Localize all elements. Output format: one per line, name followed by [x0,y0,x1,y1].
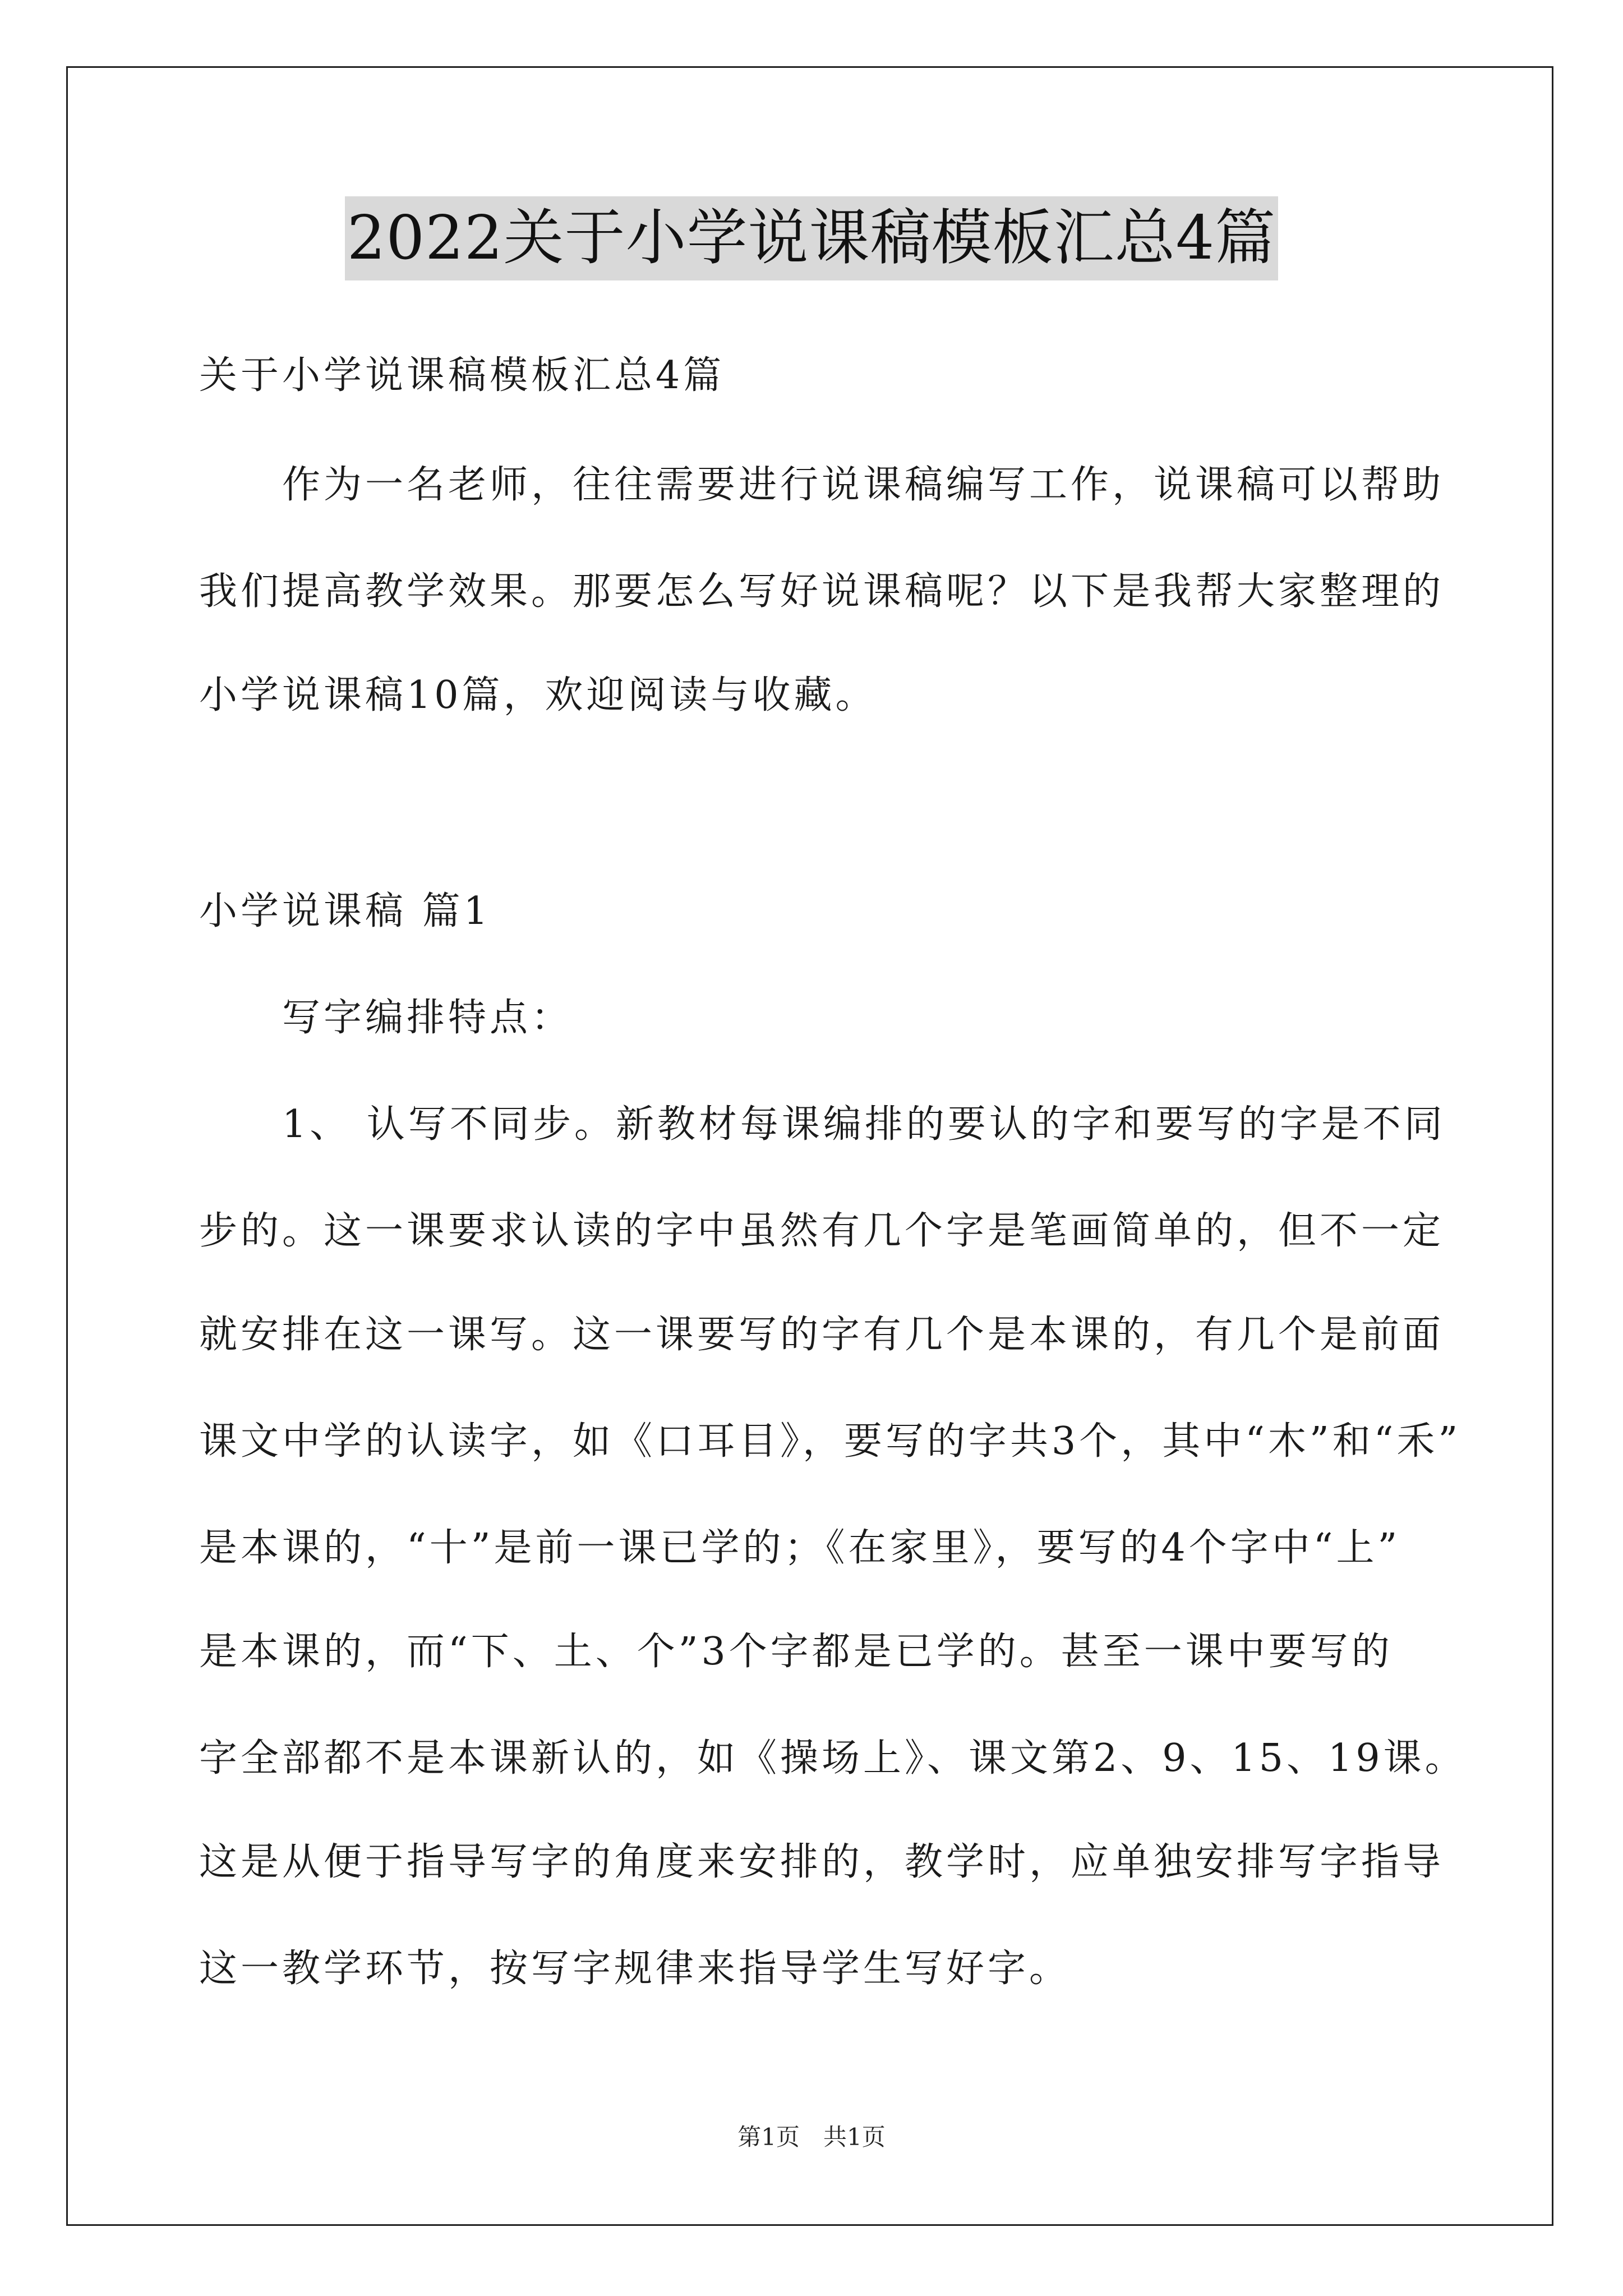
section-line: 就安排在这一课写。这一课要写的字有几个是本课的，有几个是前面 [199,1313,1445,1357]
section-line: 1、 认写不同步。新教材每课编排的要认的字和要写的字是不同 [282,1102,1446,1147]
document-title: 2022关于小学说课稿模板汇总4篇 [345,196,1279,280]
section-subheading: 写字编排特点： [282,996,573,1040]
title-container [0,196,1623,280]
section-line: 是本课的，“十”是前一课已学的；《在家里》，要写的4个字中“上” [199,1526,1401,1570]
subtitle: 关于小学说课稿模板汇总4篇 [199,353,725,398]
intro-line: 作为一名老师，往往需要进行说课稿编写工作，说课稿可以帮助 [282,463,1445,507]
section-line: 这一教学环节，按写字规律来指导学生写好字。 [199,1947,1071,1991]
section-line: 这是从便于指导写字的角度来安排的，教学时，应单独安排写字指导 [199,1840,1445,1884]
section-heading: 小学说课稿 篇1 [199,889,491,933]
section-line: 是本课的，而“下、土、个”3个字都是已学的。甚至一课中要写的 [199,1630,1393,1674]
section-line: 课文中学的认读字，如《口耳目》，要写的字共3个，其中“木”和“禾” [199,1419,1461,1464]
intro-line: 我们提高教学效果。那要怎么写好说课稿呢？以下是我帮大家整理的 [199,569,1445,614]
section-line: 步的。这一课要求认读的字中虽然有几个字是笔画简单的，但不一定 [199,1209,1445,1253]
section-line: 字全部都不是本课新认的，如《操场上》、课文第2、9、15、19课。 [199,1736,1467,1780]
page-footer: 第1页 共1页 [737,2123,886,2151]
intro-line: 小学说课稿10篇，欢迎阅读与收藏。 [199,673,877,717]
